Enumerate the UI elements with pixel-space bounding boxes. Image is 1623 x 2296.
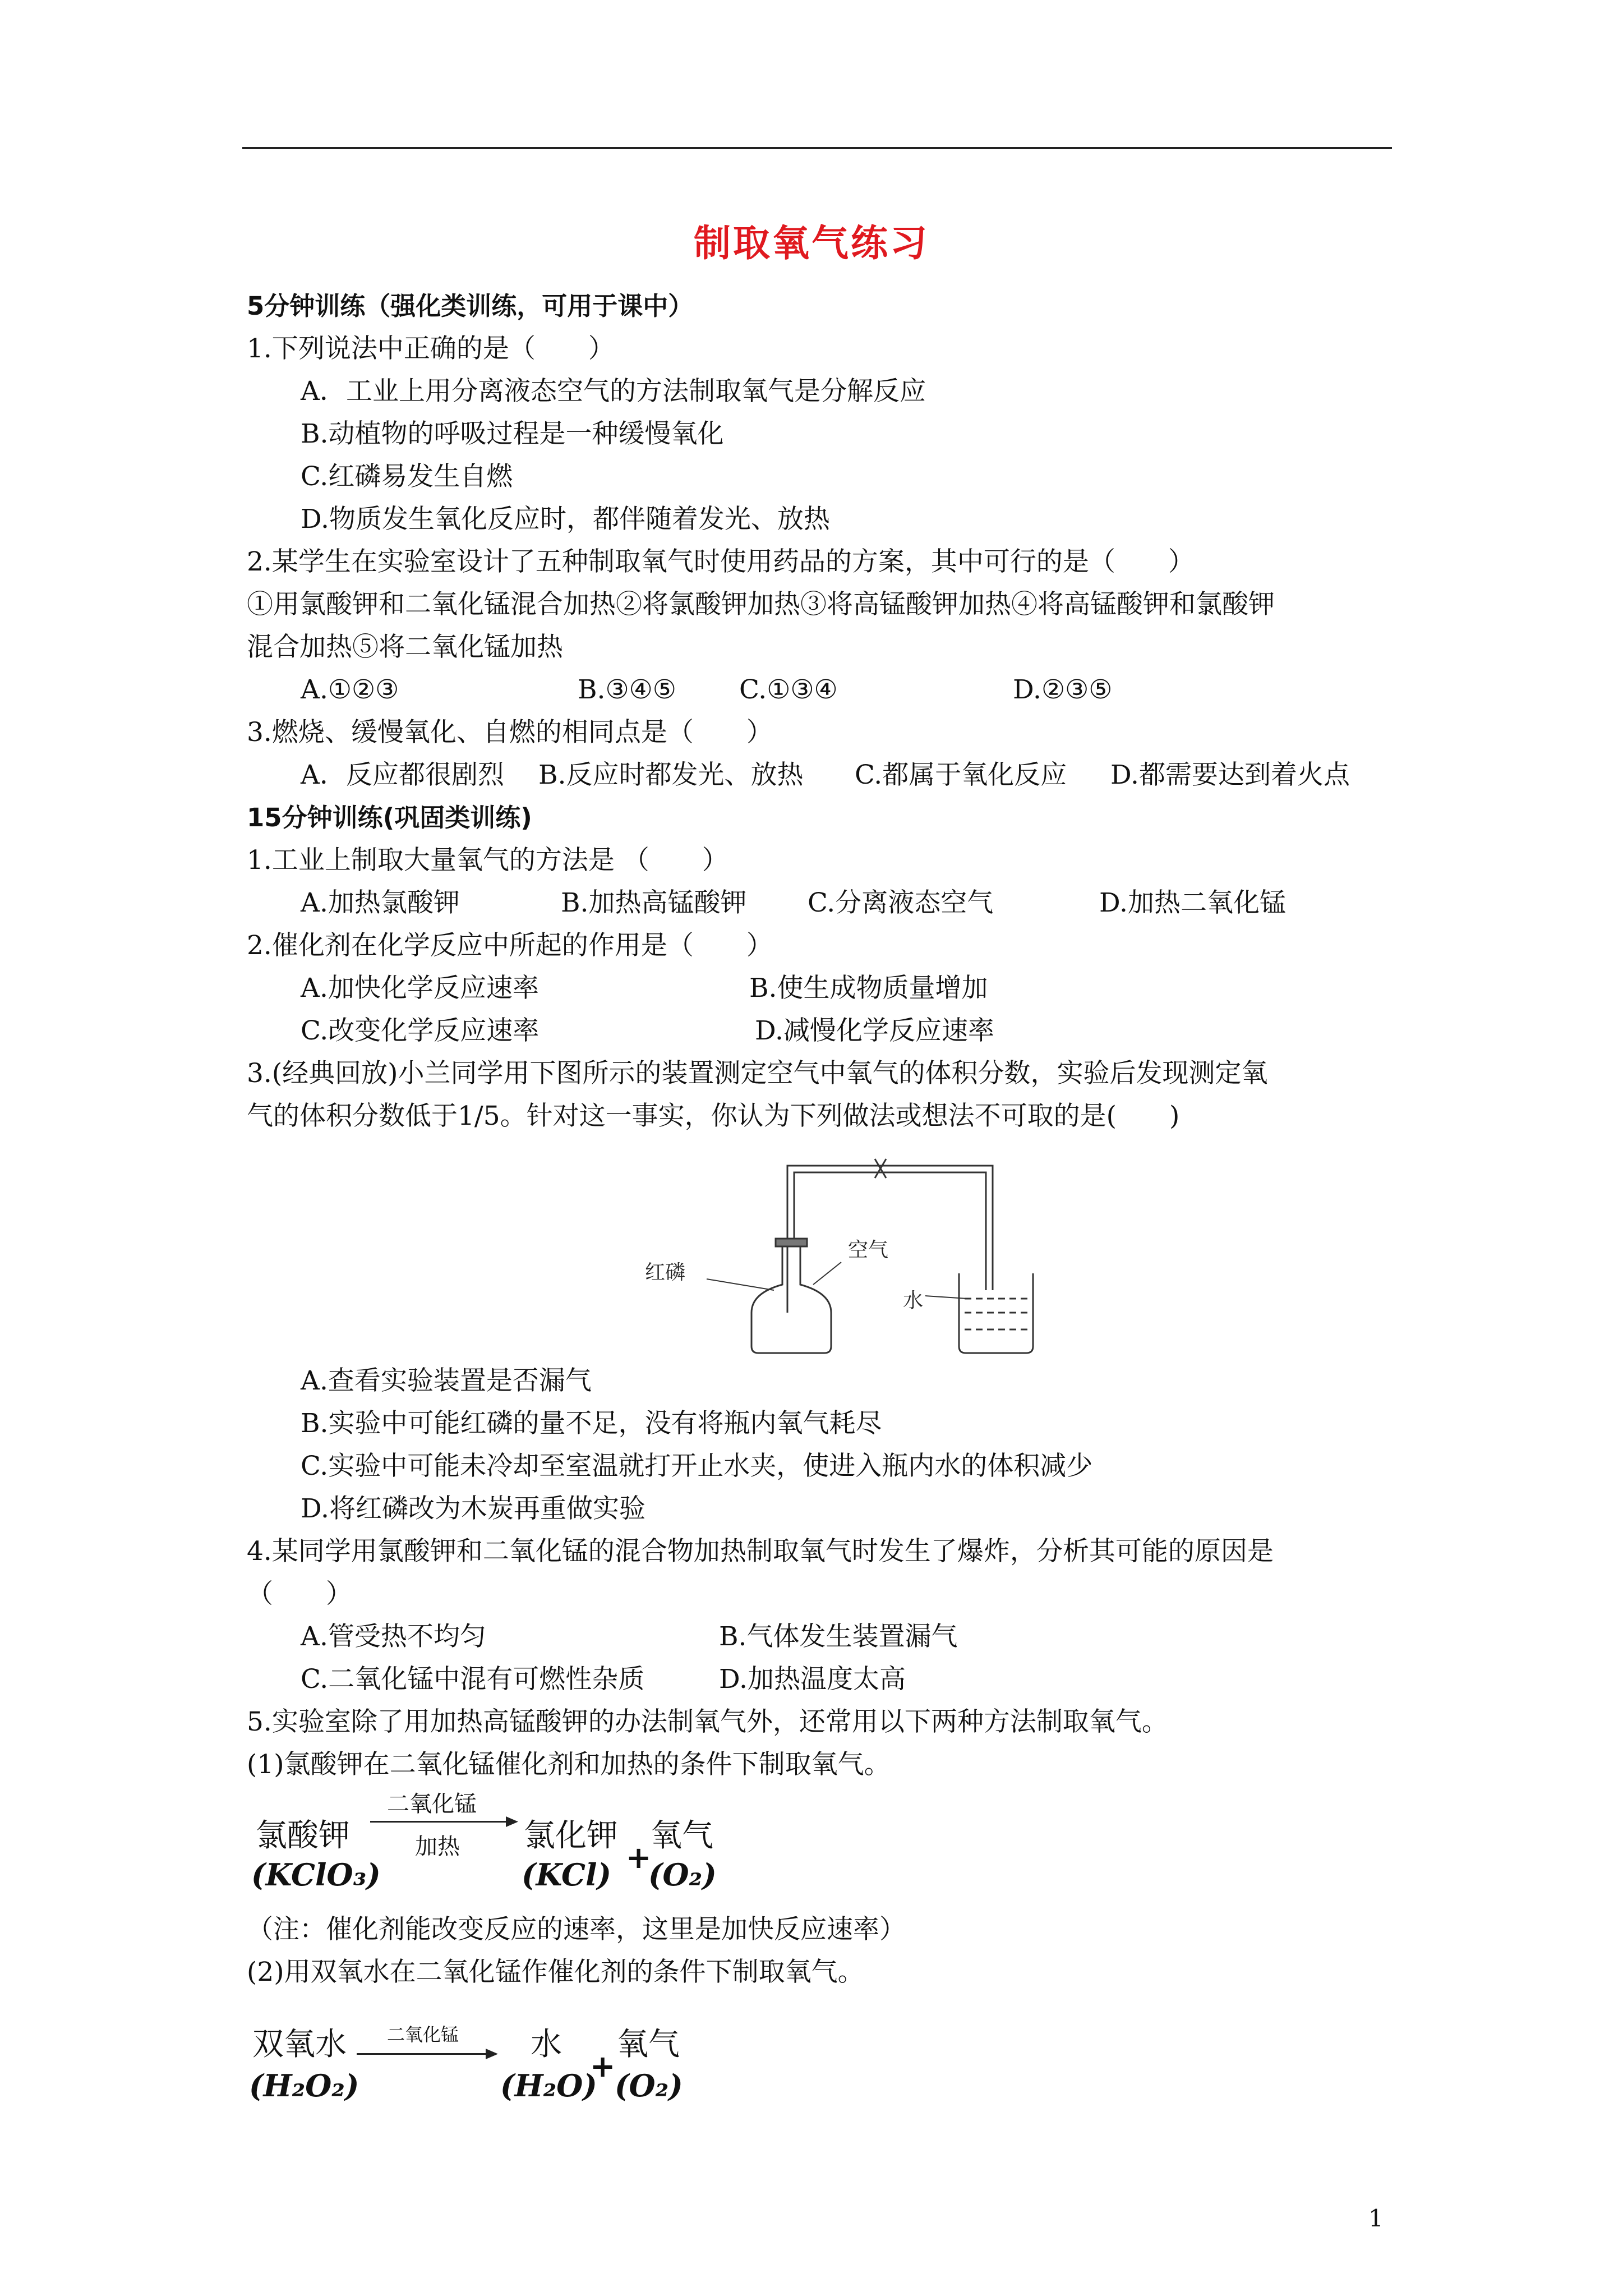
s2-q3-option-b: B.实验中可能红磷的量不足，没有将瓶内氧气耗尽 — [301, 1408, 882, 1439]
s1-q2-option-a: A.①②③ — [301, 674, 399, 705]
eq1-arrowhead-icon — [506, 1815, 519, 1829]
s2-q3-option-c: C.实验中可能未冷却至室温就打开止水夹，使进入瓶内水的体积减少 — [301, 1451, 1093, 1481]
s2-q1-option-b: B.加热高锰酸钾 — [561, 887, 747, 918]
eq1-product-1: 氯化钾 — [524, 1818, 618, 1854]
s1-q2-stem: 2.某学生在实验室设计了五种制取氧气时使用药品的方案，其中可行的是（ ） — [247, 546, 1195, 577]
s2-q2-stem: 2.催化剂在化学反应中所起的作用是（ ） — [247, 930, 773, 961]
eq2-arrowhead-icon — [486, 2047, 499, 2061]
label-air: 空气 — [848, 1239, 889, 1262]
s2-q3-option-d: D.将红磷改为木炭再重做实验 — [301, 1493, 645, 1524]
s1-q1-option-c: C.红磷易发生自燃 — [301, 461, 513, 492]
s2-q4-stem-2: （ ） — [247, 1579, 352, 1609]
label-water: 水 — [903, 1289, 924, 1312]
s2-q1-option-a: A.加热氯酸钾 — [301, 887, 460, 918]
eq1-reactant: 氯酸钾 — [256, 1818, 350, 1854]
s1-q3-option-c: C.都属于氧化反应 — [855, 760, 1067, 790]
eq2-reactant: 双氧水 — [252, 2026, 347, 2063]
s2-q4-option-c: C.二氧化锰中混有可燃性杂质 — [301, 1664, 645, 1695]
section-heading-1: 5分钟训练（强化类训练，可用于课中） — [247, 291, 694, 321]
eq2-product-1: 水 — [531, 2026, 562, 2063]
header-rule — [242, 147, 1392, 149]
eq2-reactant-formula: (H₂O₂) — [249, 2068, 359, 2104]
s2-q1-stem: 1.工业上制取大量氧气的方法是 （ ） — [247, 845, 728, 876]
s2-q3-option-a: A.查看实验装置是否漏气 — [301, 1365, 592, 1396]
s2-q3-stem-2: 气的体积分数低于1/5。针对这一事实，你认为下列做法或想法不可取的是( ) — [247, 1101, 1180, 1131]
s1-q2-option-b: B.③④⑤ — [578, 674, 676, 705]
s2-q5-part-1: (1)氯酸钾在二氧化锰催化剂和加热的条件下制取氧气。 — [247, 1749, 891, 1780]
eq1-product-2: 氧气 — [651, 1818, 713, 1854]
s1-q3-option-a: A．反应都很剧烈 — [301, 760, 504, 790]
eq1-product-2-formula: (O₂) — [648, 1857, 717, 1893]
s2-q3-stem-1: 3.(经典回放)小兰同学用下图所示的装置测定空气中氧气的体积分数，实验后发现测定氧 — [247, 1058, 1268, 1089]
s1-q3-option-b: B.反应时都发光、放热 — [538, 760, 804, 790]
s2-q4-option-d: D.加热温度太高 — [719, 1664, 906, 1695]
apparatus-figure — [639, 1144, 1043, 1369]
section-heading-2: 15分钟训练(巩固类训练) — [247, 803, 532, 832]
s2-q4-stem-1: 4.某同学用氯酸钾和二氧化锰的混合物加热制取氧气时发生了爆炸，分析其可能的原因是 — [247, 1536, 1274, 1567]
s2-q2-option-d: D.减慢化学反应速率 — [755, 1015, 994, 1046]
s2-q5-stem: 5.实验室除了用加热高锰酸钾的办法制氧气外，还常用以下两种方法制取氧气。 — [247, 1706, 1168, 1737]
eq1-arrow — [370, 1821, 510, 1823]
s2-q4-option-a: A.管受热不均匀 — [301, 1621, 486, 1652]
s2-q2-option-a: A.加快化学反应速率 — [301, 973, 539, 1004]
s1-q3-stem: 3.燃烧、缓慢氧化、自燃的相同点是（ ） — [247, 717, 773, 748]
s1-q1-option-a: A．工业上用分离液态空气的方法制取氧气是分解反应 — [301, 376, 926, 407]
s1-q2-option-d: D.②③⑤ — [1013, 674, 1113, 705]
s1-q1-option-d: D.物质发生氧化反应时，都伴随着发光、放热 — [301, 504, 830, 535]
eq1-product-1-formula: (KCl) — [522, 1857, 612, 1893]
equation-2 — [247, 1997, 808, 2109]
page-number: 1 — [1368, 2205, 1384, 2232]
s1-q2-desc-1: ①用氯酸钾和二氧化锰混合加热②将氯酸钾加热③将高锰酸钾加热④将高锰酸钾和氯酸钾 — [247, 589, 1275, 620]
s1-q2-option-c: C.①③④ — [739, 674, 838, 705]
equation-1 — [247, 1784, 808, 1896]
eq1-plus: + — [626, 1840, 652, 1875]
s2-q5-note: （注：催化剂能改变反应的速率，这里是加快反应速率） — [247, 1914, 906, 1945]
s2-q5-part-2: (2)用双氧水在二氧化锰作催化剂的条件下制取氧气。 — [247, 1957, 864, 1987]
s1-q3-option-d: D.都需要达到着火点 — [1110, 760, 1350, 790]
eq2-arrow — [357, 2053, 490, 2055]
page-title: 制取氧气练习 — [694, 221, 929, 265]
label-red-phosphorus: 红磷 — [645, 1261, 686, 1284]
s2-q1-option-d: D.加热二氧化锰 — [1099, 887, 1286, 918]
s2-q1-option-c: C.分离液态空气 — [808, 887, 994, 918]
eq2-product-1-formula: (H₂O) — [500, 2068, 597, 2104]
eq1-condition-bottom: 加热 — [415, 1834, 460, 1860]
eq2-product-2-formula: (O₂) — [615, 2068, 683, 2104]
s1-q1-stem: 1.下列说法中正确的是（ ） — [247, 333, 615, 364]
s2-q4-option-b: B.气体发生装置漏气 — [719, 1621, 958, 1652]
eq2-plus: + — [590, 2049, 616, 2084]
eq2-product-2: 氧气 — [617, 2026, 680, 2063]
s1-q1-option-b: B.动植物的呼吸过程是一种缓慢氧化 — [301, 418, 724, 449]
eq1-reactant-formula: (KClO₃) — [251, 1857, 381, 1893]
s2-q2-option-b: B.使生成物质量增加 — [749, 973, 988, 1004]
s1-q2-desc-2: 混合加热⑤将二氧化锰加热 — [247, 632, 563, 662]
s2-q2-option-c: C.改变化学反应速率 — [301, 1015, 540, 1046]
eq1-condition-top: 二氧化锰 — [387, 1791, 477, 1817]
eq2-condition-top: 二氧化锰 — [387, 2024, 459, 2045]
